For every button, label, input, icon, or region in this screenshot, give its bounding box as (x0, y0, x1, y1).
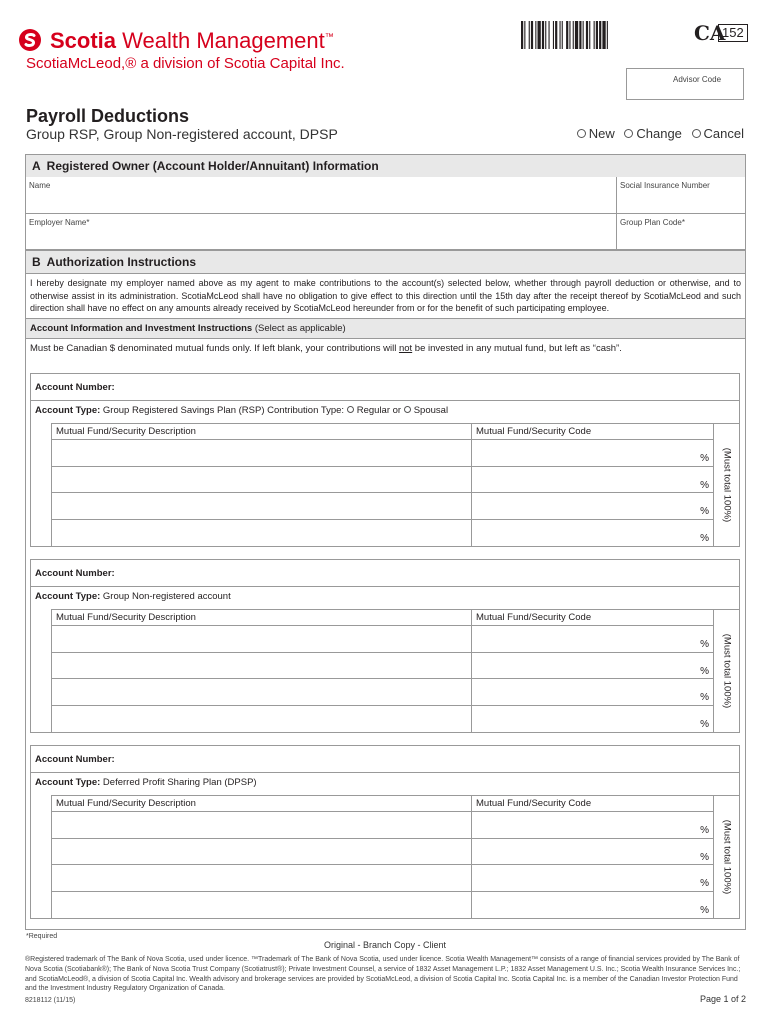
account-number-field[interactable]: Account Number: (31, 374, 739, 401)
form-code: 8218112 (11/15) (25, 997, 76, 1004)
section-b-header: B Authorization Instructions (26, 251, 745, 273)
fund-row[interactable]: % (52, 493, 713, 520)
page-number: Page 1 of 2 (699, 994, 746, 1004)
required-note: *Required (26, 933, 58, 940)
account-info-header: Account Information and Investment Instructions (Select as applicable) (26, 318, 745, 338)
fund-row[interactable]: % (52, 520, 713, 547)
code-header: Mutual Fund/Security Code (476, 612, 592, 623)
advisor-code-label: Advisor Code (673, 75, 722, 84)
fund-table (51, 609, 739, 732)
canadian-funds-note: Must be Canadian $ denominated mutual funds only. If left blank, your contributions will not be invested in any mutual fund, but left as “cash”. (26, 338, 745, 360)
account-block-non-registered (30, 559, 740, 733)
fund-table (51, 423, 739, 546)
page-title: Payroll Deductions (26, 106, 190, 126)
account-number-field[interactable]: Account Number: (31, 560, 739, 587)
fund-row[interactable]: % (52, 626, 713, 653)
option-spousal[interactable]: Spousal (404, 405, 448, 416)
radio-icon (404, 406, 411, 413)
authorization-paragraph: I hereby designate my employer named above as my agent to make contributions to the account(s) selected below, whether through payroll deduction or otherwise, and to otherwise assist in its administration. ScotiaMcLeod shall have no obligation to give effect to this direction until the 15th day after the receipt thereof by ScotiaMcLeod and such direction shall have no effect on any amounts already received by ScotiaMcLeod hereunder from or for the benefit of such participating employee. (26, 273, 745, 318)
desc-header: Mutual Fund/Security Description (52, 424, 472, 439)
fund-row[interactable]: % (52, 892, 713, 919)
option-regular[interactable]: Regular or (347, 405, 401, 416)
name-field[interactable]: Name (26, 177, 617, 213)
fund-row[interactable]: % (52, 440, 713, 467)
total-note: (Must total 100%) (713, 424, 739, 546)
account-number-field[interactable]: Account Number: (31, 746, 739, 773)
fund-row[interactable]: % (52, 653, 713, 680)
sin-field[interactable]: Social Insurance Number (620, 181, 710, 190)
advisor-code-field[interactable] (626, 68, 744, 100)
employer-name-field[interactable]: Employer Name* (26, 214, 617, 249)
legal-text: ®Registered trademark of The Bank of Nova Scotia, used under licence. ™Trademark of The Bank of Nova Scotia, used under licence. Scotia Wealth Management™ consists of a range of financial services provided by The Bank of Nova Scotia (Scotiabank®); The Bank of Nova Scotia Trust Company (Scotiatrust®); Private Investment Counsel, a service of 1832 Asset Management L.P.; 1832 Asset Management U.S. Inc.; Scotia Wealth Insurance Services Inc.; and ScotiaMcLeod®, a division of Scotia Capital Inc. Wealth advisory and brokerage services are provided by ScotiaMcLeod, a division of Scotia Capital Inc. Scotia Capital Inc. is a member of the Canadian Investor Protection Fund and the Investment Industry Regulatory Organization of Canada. (25, 956, 741, 993)
radio-icon (577, 129, 586, 138)
section-a-header: A Registered Owner (Account Holder/Annuitant) Information (26, 155, 745, 177)
option-new[interactable]: New (577, 126, 615, 141)
option-cancel[interactable]: Cancel (692, 126, 744, 141)
desc-header: Mutual Fund/Security Description (52, 796, 472, 811)
account-type-row: Account Type: Group Registered Savings Plan (RSP) Contribution Type: Regular or Spousal (35, 405, 449, 416)
code-header: Mutual Fund/Security Code (476, 798, 592, 809)
account-type-row: Account Type: Deferred Profit Sharing Plan (DPSP) (35, 777, 257, 788)
fund-table (51, 795, 739, 918)
action-options (571, 126, 744, 141)
radio-icon (624, 129, 633, 138)
ca-prefix: CA (694, 21, 726, 45)
scotia-logo-icon (18, 28, 42, 52)
total-note: (Must total 100%) (713, 610, 739, 732)
option-change[interactable]: Change (624, 126, 682, 141)
desc-header: Mutual Fund/Security Description (52, 610, 472, 625)
copy-distribution: Original - Branch Copy - Client (323, 940, 447, 950)
fund-row[interactable]: % (52, 467, 713, 494)
radio-icon (692, 129, 701, 138)
barcode (521, 21, 671, 49)
fund-row[interactable]: % (52, 812, 713, 839)
page-subtitle: Group RSP, Group Non-registered account, DPSP (26, 126, 338, 142)
brand-name: Scotia Wealth Management™ (50, 28, 334, 53)
code-header: Mutual Fund/Security Code (476, 426, 592, 437)
account-type-row: Account Type: Group Non-registered account (35, 591, 231, 602)
total-note: (Must total 100%) (713, 796, 739, 918)
fund-row[interactable]: % (52, 865, 713, 892)
fund-row[interactable]: % (52, 706, 713, 733)
brand-tagline: ScotiaMcLeod,® a division of Scotia Capital Inc. (26, 55, 345, 72)
fund-row[interactable]: % (52, 679, 713, 706)
section-a (25, 154, 746, 250)
account-block-dpsp (30, 745, 740, 919)
radio-icon (347, 406, 354, 413)
group-plan-code-field[interactable]: Group Plan Code* (620, 218, 685, 227)
fund-row[interactable]: % (52, 839, 713, 866)
account-block-rsp (30, 373, 740, 547)
form-number: 152 (718, 24, 748, 42)
